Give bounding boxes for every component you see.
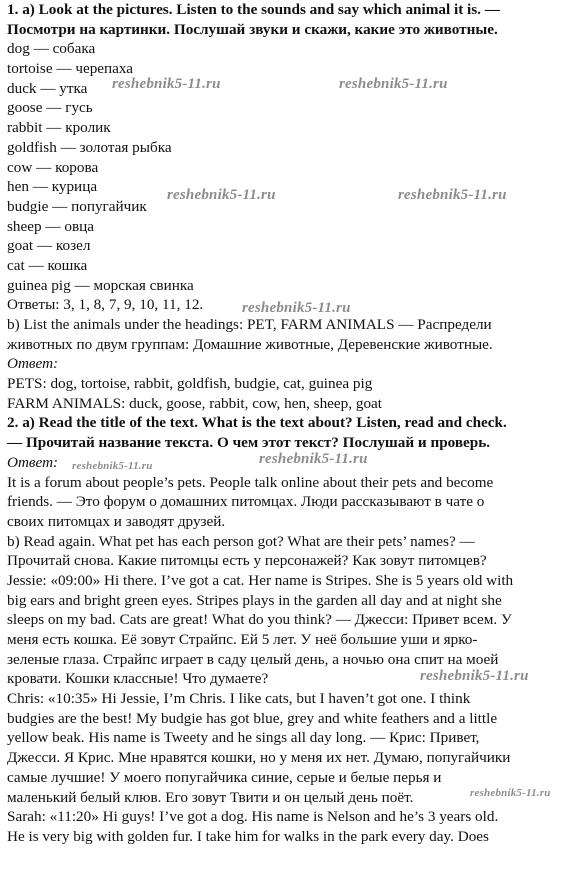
forum-post-sarah: Sarah: «11:20» Hi guys! I’ve got a dog. His name is Nelson and he’s 3 years old. xyxy=(7,808,499,826)
vocab-item: guinea pig — морская свинка xyxy=(7,276,194,294)
watermark: reshebnik5-11.ru xyxy=(398,187,507,203)
vocab-item: hen — курица xyxy=(7,178,98,196)
vocab-item: sheep — овца xyxy=(7,217,94,235)
vocab-item: duck — утка xyxy=(7,79,88,97)
vocab-item: cow — корова xyxy=(7,158,99,176)
exercise-2a-heading-en: 2. a) Read the title of the text. What is the text about? Listen, read and check. xyxy=(7,414,507,432)
watermark: reshebnik5-11.ru xyxy=(242,300,351,316)
exercise-1b-task-en: b) List the animals under the headings: PET, FARM ANIMALS — Распредели xyxy=(7,316,492,333)
paragraph-line: budgies are the best! My budgie has got blue, grey and white feathers and a little xyxy=(7,709,498,727)
pets-list: PETS: dog, tortoise, rabbit, goldfish, budgie, cat, guinea pig xyxy=(7,375,373,393)
vocab-item: rabbit — кролик xyxy=(7,119,111,137)
paragraph-line: sleeps on my bad. Cats are great! What do you think? — Джесси: Привет всем. У xyxy=(7,611,512,629)
answers-line: Ответы: 3, 1, 8, 7, 9, 10, 11, 12. xyxy=(7,296,204,314)
vocab-item: cat — кошка xyxy=(7,256,88,274)
exercise-1a-heading-en: 1. a) Look at the pictures. Listen to the sounds and say which animal it is. — xyxy=(7,1,500,18)
watermark: reshebnik5-11.ru xyxy=(259,451,368,467)
answer-label: Ответ: xyxy=(7,355,59,373)
paragraph-line: big ears and bright green eyes. Stripes plays in the garden all day and at night she xyxy=(7,591,502,609)
vocab-item: dog — собака xyxy=(7,40,96,58)
paragraph-line: зеленые глаза. Страйпс играет в саду целый день, а ночью она спит на моей xyxy=(7,650,499,668)
watermark: reshebnik5-11.ru xyxy=(420,668,529,684)
watermark: reshebnik5-11.ru xyxy=(470,787,551,799)
document-body xyxy=(7,0,585,847)
vocab-item: budgie — попугайчик xyxy=(7,197,147,215)
paragraph-line: Джесси. Я Крис. Мне нравятся кошки, но у меня их нет. Думаю, попугайчики xyxy=(7,749,511,767)
paragraph-line: He is very big with golden fur. I take him for walks in the park every day. Does xyxy=(7,827,489,845)
exercise-1a-heading-ru: Посмотри на картинки. Послушай звуки и скажи, какие это животные. xyxy=(7,20,498,38)
watermark: reshebnik5-11.ru xyxy=(339,76,448,92)
watermark: reshebnik5-11.ru xyxy=(167,187,276,203)
watermark: reshebnik5-11.ru xyxy=(72,460,153,472)
paragraph-line: yellow beak. His name is Tweety and he sings all day long. — Крис: Привет, xyxy=(7,729,480,747)
paragraph-line: It is a forum about people’s pets. People talk online about their pets and become xyxy=(7,473,494,491)
paragraph-line: кровати. Кошки классные! Что думаете? xyxy=(7,670,269,688)
paragraph-line: меня есть кошка. Её зовут Страйпс. Ей 5 лет. У неё большие уши и ярко- xyxy=(7,631,478,648)
exercise-1b-task-ru: животных по двум группам: Домашние животные, Деревенские животные. xyxy=(7,335,493,353)
paragraph-line: самые лучшие! У моего попугайчика синие, серые и белые перья и xyxy=(7,768,442,786)
watermark: reshebnik5-11.ru xyxy=(112,76,221,92)
forum-post-chris: Chris: «10:35» Hi Jessie, I’m Chris. I like cats, but I haven’t got one. I think xyxy=(7,690,471,708)
vocab-item: goose — гусь xyxy=(7,99,93,117)
paragraph-line: своих питомцах и заводят друзей. xyxy=(7,512,226,530)
answer-label: Ответ: xyxy=(7,453,59,471)
exercise-2a-heading-ru: — Прочитай название текста. О чем этот текст? Послушай и проверь. xyxy=(7,434,491,452)
vocab-item: tortoise — черепаха xyxy=(7,60,134,78)
paragraph-line: friends. — Это форум о домашних питомцах. Люди рассказывают в чате о xyxy=(7,493,485,511)
exercise-2b-task-ru: Прочитай снова. Какие питомцы есть у персонажей? Как зовут питомцев? xyxy=(7,552,487,570)
paragraph-line: маленький белый клюв. Его зовут Твити и он целый день поёт. xyxy=(7,788,414,806)
exercise-2b-task-en: b) Read again. What pet has each person got? What are their pets’ names? — xyxy=(7,532,475,550)
vocab-item: goldfish — золотая рыбка xyxy=(7,138,172,156)
forum-post-jessie: Jessie: «09:00» Hi there. I’ve got a cat. Her name is Stripes. She is 5 years old with xyxy=(7,571,514,589)
vocab-item: goat — козел xyxy=(7,237,91,255)
farm-animals-list: FARM ANIMALS: duck, goose, rabbit, cow, hen, sheep, goat xyxy=(7,394,382,412)
